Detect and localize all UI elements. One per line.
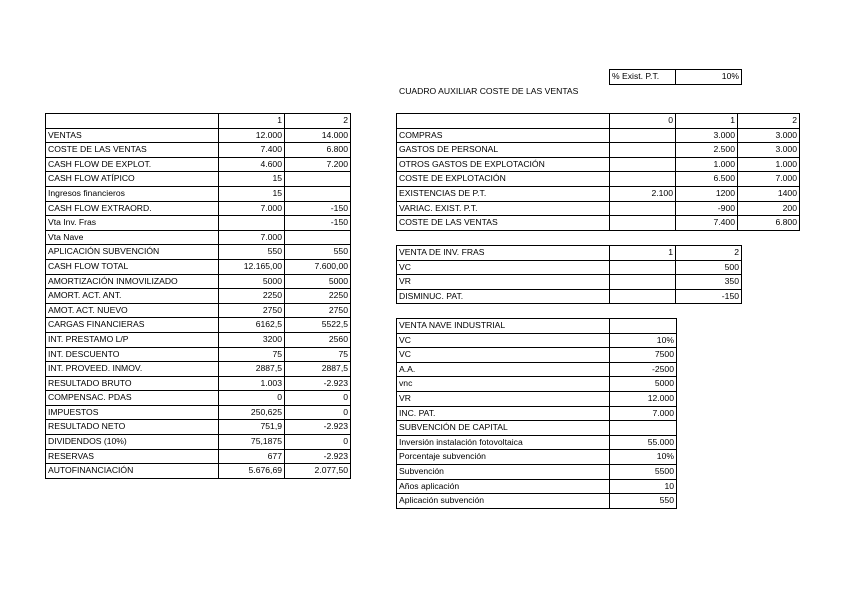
table-row <box>46 332 351 347</box>
table-row <box>397 391 677 406</box>
value-cell[interactable] <box>610 157 676 172</box>
value-cell[interactable]: 751,9 <box>219 420 285 435</box>
value-cell[interactable] <box>219 216 285 231</box>
table-row <box>46 143 351 158</box>
table-row <box>46 376 351 391</box>
value-cell[interactable]: 6162,5 <box>219 318 285 333</box>
row-label-cell[interactable]: COMPRAS <box>397 128 610 143</box>
row-label-cell[interactable]: COSTE DE LAS VENTAS <box>397 216 610 231</box>
value-cell[interactable]: 550 <box>610 494 677 509</box>
value-cell[interactable]: 7.200 <box>285 157 351 172</box>
table-row <box>397 201 800 216</box>
row-label-cell[interactable]: RESULTADO BRUTO <box>46 376 219 391</box>
value-cell[interactable] <box>285 186 351 201</box>
row-label-cell[interactable]: CASH FLOW TOTAL <box>46 259 219 274</box>
value-cell[interactable]: -2.923 <box>285 420 351 435</box>
value-cell[interactable]: 550 <box>219 245 285 260</box>
row-label-cell[interactable]: COMPENSAC. PDAS <box>46 391 219 406</box>
exist-pt-value[interactable]: 10% <box>676 70 742 85</box>
table-row <box>397 362 677 377</box>
value-cell[interactable]: 7.400 <box>219 143 285 158</box>
value-cell[interactable]: 15 <box>219 186 285 201</box>
row-label-cell[interactable]: Subvención <box>397 464 610 479</box>
value-cell[interactable]: 7.000 <box>610 406 677 421</box>
row-label-cell[interactable]: AMORT. ACT. ANT. <box>46 289 219 304</box>
value-cell[interactable]: -900 <box>676 201 738 216</box>
header-cell[interactable] <box>46 114 219 129</box>
value-cell[interactable]: -150 <box>285 201 351 216</box>
value-cell[interactable]: 3.000 <box>676 128 738 143</box>
venta-inv-fras-table <box>396 245 742 304</box>
table-row <box>397 143 800 158</box>
row-label-cell[interactable]: CASH FLOW DE EXPLOT. <box>46 157 219 172</box>
table-row <box>46 405 351 420</box>
value-cell[interactable]: 3.000 <box>738 128 800 143</box>
row-label-cell[interactable]: IMPUESTOS <box>46 405 219 420</box>
row-label-cell[interactable]: AMORTIZACIÓN INMOVILIZADO <box>46 274 219 289</box>
value-cell[interactable] <box>285 172 351 187</box>
value-cell[interactable]: 4.600 <box>219 157 285 172</box>
value-cell[interactable]: 500 <box>676 260 742 275</box>
table-row <box>46 362 351 377</box>
row-label-cell[interactable]: VENTA NAVE INDUSTRIAL <box>397 319 610 334</box>
row-label-cell[interactable]: CASH FLOW ATÍPICO <box>46 172 219 187</box>
value-cell[interactable]: 10 <box>610 479 677 494</box>
value-cell[interactable]: 1.003 <box>219 376 285 391</box>
value-cell[interactable]: 1.000 <box>738 157 800 172</box>
row-label-cell[interactable]: COSTE DE LAS VENTAS <box>46 143 219 158</box>
table-row <box>46 230 351 245</box>
value-cell[interactable]: -2500 <box>610 362 677 377</box>
value-cell[interactable]: 5000 <box>285 274 351 289</box>
row-label-cell[interactable]: AUTOFINANCIACIÓN <box>46 464 219 479</box>
value-cell[interactable]: -150 <box>676 289 742 304</box>
header-cell[interactable]: 1 <box>676 114 738 129</box>
value-cell[interactable]: 55.000 <box>610 435 677 450</box>
value-cell[interactable]: 550 <box>285 245 351 260</box>
header-row <box>46 114 351 129</box>
value-cell[interactable]: 75,1875 <box>219 435 285 450</box>
table-row <box>46 216 351 231</box>
value-cell[interactable]: 677 <box>219 449 285 464</box>
row-label-cell[interactable]: A.A. <box>397 362 610 377</box>
row-label-cell[interactable]: VR <box>397 275 610 290</box>
coste-ventas-table <box>396 113 800 231</box>
row-label-cell[interactable]: Vta Inv. Fras <box>46 216 219 231</box>
row-label-cell[interactable]: VENTAS <box>46 128 219 143</box>
table-row <box>397 319 677 334</box>
value-cell[interactable]: 2560 <box>285 332 351 347</box>
value-cell[interactable]: 12.000 <box>610 391 677 406</box>
exist-pt-param <box>609 69 742 85</box>
table-row <box>46 172 351 187</box>
value-cell[interactable]: 0 <box>285 391 351 406</box>
row-label-cell[interactable]: DIVIDENDOS (10%) <box>46 435 219 450</box>
row-label-cell[interactable]: VC <box>397 348 610 363</box>
table-row <box>46 186 351 201</box>
venta-nave-table <box>396 318 677 509</box>
row-label-cell[interactable]: OTROS GASTOS DE EXPLOTACIÓN <box>397 157 610 172</box>
table-row <box>397 260 742 275</box>
value-cell[interactable]: 5522,5 <box>285 318 351 333</box>
row-label-cell[interactable]: VENTA DE INV. FRAS <box>397 246 610 261</box>
value-cell[interactable]: 10% <box>610 450 677 465</box>
table-row <box>46 259 351 274</box>
value-cell[interactable]: 1 <box>610 246 676 261</box>
row-label-cell[interactable]: Aplicación subvención <box>397 494 610 509</box>
value-cell[interactable] <box>610 421 677 436</box>
row-label-cell[interactable]: VC <box>397 260 610 275</box>
row-label-cell[interactable]: COSTE DE EXPLOTACIÓN <box>397 172 610 187</box>
table-row <box>397 406 677 421</box>
value-cell[interactable]: 2 <box>676 246 742 261</box>
value-cell[interactable]: 6.800 <box>738 216 800 231</box>
value-cell[interactable]: 75 <box>285 347 351 362</box>
value-cell[interactable]: 5000 <box>219 274 285 289</box>
row-label-cell[interactable]: EXISTENCIAS DE P.T. <box>397 186 610 201</box>
value-cell[interactable] <box>610 319 677 334</box>
value-cell[interactable]: 350 <box>676 275 742 290</box>
value-cell[interactable]: 15 <box>219 172 285 187</box>
table-row <box>397 216 800 231</box>
row-label-cell[interactable]: Vta Nave <box>46 230 219 245</box>
row-label-cell[interactable]: APLICACIÓN SUBVENCIÓN <box>46 245 219 260</box>
value-cell[interactable]: 14.000 <box>285 128 351 143</box>
table-row <box>46 449 351 464</box>
row-label-cell[interactable]: CASH FLOW EXTRAORD. <box>46 201 219 216</box>
value-cell[interactable]: 6.800 <box>285 143 351 158</box>
table-row <box>46 157 351 172</box>
header-cell[interactable]: 0 <box>610 114 676 129</box>
value-cell[interactable]: 3.000 <box>738 143 800 158</box>
value-cell[interactable]: 6.500 <box>676 172 738 187</box>
value-cell[interactable]: 10% <box>610 333 677 348</box>
table-row <box>397 128 800 143</box>
row-label-cell[interactable]: Años aplicación <box>397 479 610 494</box>
value-cell[interactable]: 1.000 <box>676 157 738 172</box>
value-cell[interactable]: -150 <box>285 216 351 231</box>
header-cell[interactable]: 2 <box>285 114 351 129</box>
row-label-cell[interactable]: DISMINUC. PAT. <box>397 289 610 304</box>
value-cell[interactable]: 2250 <box>285 289 351 304</box>
table-row <box>397 289 742 304</box>
value-cell[interactable]: 7.000 <box>219 201 285 216</box>
table-row <box>46 245 351 260</box>
value-cell[interactable]: 2250 <box>219 289 285 304</box>
table-row <box>397 464 677 479</box>
row-label-cell[interactable]: VR <box>397 391 610 406</box>
value-cell[interactable]: 12.000 <box>219 128 285 143</box>
table-row <box>46 347 351 362</box>
header-cell[interactable]: 2 <box>738 114 800 129</box>
row-label-cell[interactable]: INT. DESCUENTO <box>46 347 219 362</box>
row-label-cell[interactable]: INT. PROVEED. INMOV. <box>46 362 219 377</box>
row-label-cell[interactable]: Ingresos financieros <box>46 186 219 201</box>
value-cell[interactable]: 75 <box>219 347 285 362</box>
value-cell[interactable]: 0 <box>285 435 351 450</box>
row-label-cell[interactable]: RESULTADO NETO <box>46 420 219 435</box>
table-row <box>397 479 677 494</box>
table-row <box>46 303 351 318</box>
value-cell[interactable]: 7.000 <box>738 172 800 187</box>
value-cell[interactable] <box>610 172 676 187</box>
value-cell[interactable]: 7.400 <box>676 216 738 231</box>
table-row <box>397 494 677 509</box>
value-cell[interactable]: 2750 <box>285 303 351 318</box>
table-row <box>46 201 351 216</box>
row-label-cell[interactable]: CARGAS FINANCIERAS <box>46 318 219 333</box>
value-cell[interactable]: -2.923 <box>285 449 351 464</box>
value-cell[interactable]: 2750 <box>219 303 285 318</box>
table-row <box>397 421 677 436</box>
row-label-cell[interactable]: INC. PAT. <box>397 406 610 421</box>
row-label-cell[interactable]: VARIAC. EXIST. P.T. <box>397 201 610 216</box>
row-label-cell[interactable]: vnc <box>397 377 610 392</box>
table-row <box>46 435 351 450</box>
value-cell[interactable]: 0 <box>285 405 351 420</box>
value-cell[interactable] <box>285 230 351 245</box>
header-cell[interactable]: 1 <box>219 114 285 129</box>
value-cell[interactable]: 5.676,69 <box>219 464 285 479</box>
value-cell[interactable] <box>610 260 676 275</box>
value-cell[interactable] <box>610 289 676 304</box>
value-cell[interactable]: 1200 <box>676 186 738 201</box>
cuadro-title: CUADRO AUXILIAR COSTE DE LAS VENTAS <box>399 86 579 96</box>
table-row <box>397 246 742 261</box>
row-label-cell[interactable]: VC <box>397 333 610 348</box>
table-row <box>397 157 800 172</box>
value-cell[interactable] <box>610 143 676 158</box>
table-row <box>397 435 677 450</box>
exist-pt-label[interactable]: % Exist. P.T. <box>610 70 676 85</box>
table-row <box>46 391 351 406</box>
row-label-cell[interactable]: SUBVENCIÓN DE CAPITAL <box>397 421 610 436</box>
value-cell[interactable]: 7.600,00 <box>285 259 351 274</box>
table-row <box>46 318 351 333</box>
value-cell[interactable]: 2.500 <box>676 143 738 158</box>
value-cell[interactable]: 2887,5 <box>219 362 285 377</box>
table-row <box>397 377 677 392</box>
value-cell[interactable]: 12.165,00 <box>219 259 285 274</box>
row-label-cell[interactable]: RESERVAS <box>46 449 219 464</box>
cash-flow-table <box>45 113 351 479</box>
value-cell[interactable]: 3200 <box>219 332 285 347</box>
row-label-cell[interactable]: Inversión instalación fotovoltaica <box>397 435 610 450</box>
value-cell[interactable]: 5500 <box>610 464 677 479</box>
value-cell[interactable]: -2.923 <box>285 376 351 391</box>
value-cell[interactable]: 5000 <box>610 377 677 392</box>
table-row <box>397 450 677 465</box>
table-row <box>397 186 800 201</box>
value-cell[interactable]: 2887,5 <box>285 362 351 377</box>
value-cell[interactable]: 7500 <box>610 348 677 363</box>
value-cell[interactable]: 250,625 <box>219 405 285 420</box>
value-cell[interactable] <box>610 201 676 216</box>
row-label-cell[interactable]: AMOT. ACT. NUEVO <box>46 303 219 318</box>
header-row <box>397 114 800 129</box>
table-row <box>46 128 351 143</box>
row-label-cell[interactable]: GASTOS DE PERSONAL <box>397 143 610 158</box>
value-cell[interactable]: 2.077,50 <box>285 464 351 479</box>
value-cell[interactable]: 0 <box>219 391 285 406</box>
table-row <box>397 333 677 348</box>
header-cell[interactable] <box>397 114 610 129</box>
table-row <box>46 464 351 479</box>
value-cell[interactable] <box>610 128 676 143</box>
table-row <box>46 289 351 304</box>
value-cell[interactable] <box>610 216 676 231</box>
row-label-cell[interactable]: INT. PRESTAMO L/P <box>46 332 219 347</box>
table-row <box>46 420 351 435</box>
value-cell[interactable] <box>610 275 676 290</box>
table-row <box>397 275 742 290</box>
value-cell[interactable]: 7.000 <box>219 230 285 245</box>
row-label-cell[interactable]: Porcentaje subvención <box>397 450 610 465</box>
value-cell[interactable]: 2.100 <box>610 186 676 201</box>
table-row <box>46 274 351 289</box>
value-cell[interactable]: 200 <box>738 201 800 216</box>
table-row <box>397 172 800 187</box>
value-cell[interactable]: 1400 <box>738 186 800 201</box>
table-row <box>397 348 677 363</box>
